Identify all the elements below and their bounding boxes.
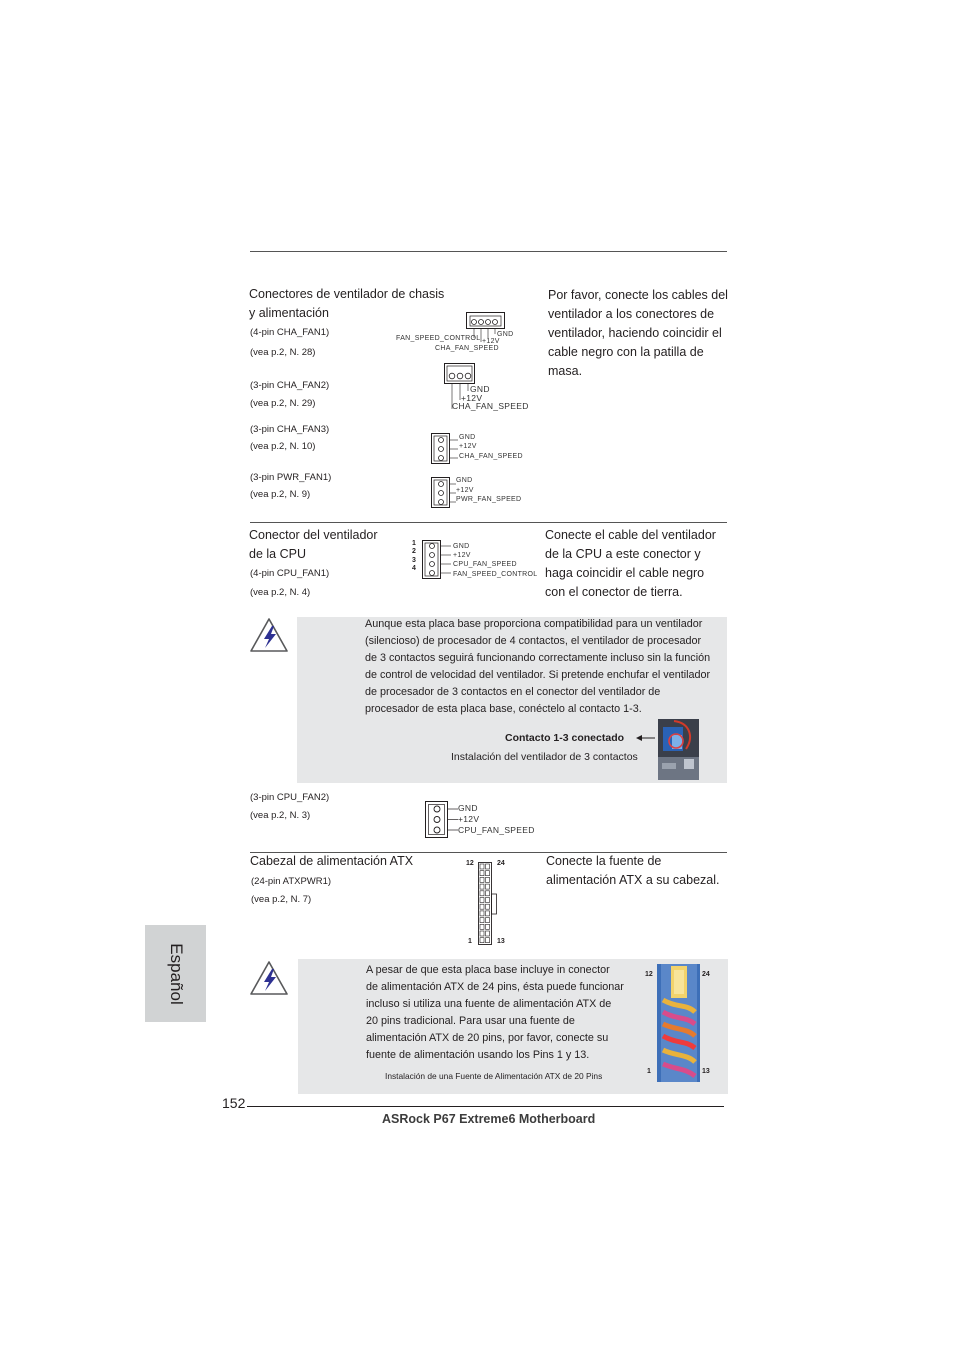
cha-fan3-connector-diagram (431, 433, 459, 465)
cpu-note-line: de control de velocidad del ventilador. Si pretende enchufar el ventilador (365, 669, 711, 681)
photo-pin-1-label: 1 (647, 1068, 651, 1075)
cpu-description (545, 526, 745, 602)
cpu-section-rule (250, 522, 727, 523)
language-label: Español (166, 942, 186, 1005)
pwr-fan1-ref: (vea p.2, N. 9) (250, 489, 311, 500)
atx-pin (486, 864, 490, 869)
top-rule (250, 251, 727, 252)
d4-pwr-fan-speed-label: PWR_FAN_SPEED (456, 496, 522, 503)
cpu-title-line2: de la CPU (249, 547, 306, 561)
d1-gnd-label: GND (497, 331, 514, 338)
arrow-left-icon (636, 733, 656, 743)
cpu-fan1-ref: (vea p.2, N. 4) (250, 587, 311, 598)
cpu-note-line: Aunque esta placa base proporciona compatibilidad para un ventilador (365, 618, 703, 630)
atx-install-photo (657, 964, 700, 1082)
d1-12v-label: +12V (482, 338, 500, 345)
atx-pin (480, 877, 484, 882)
atx-pin (486, 938, 490, 943)
install-caption: Instalación del ventilador de 3 contactos (451, 751, 638, 763)
cpu-fan2-ref: (vea p.2, N. 3) (250, 810, 311, 821)
chassis-title-line2: y alimentación (249, 306, 329, 320)
cpu-fan-speed-label: CPU_FAN_SPEED (453, 561, 517, 568)
cpu-fan2-gnd-label: GND (458, 803, 478, 813)
atx-pin-13-label: 13 (497, 938, 505, 945)
cpu-gnd-label: GND (453, 543, 470, 550)
cpu-fan2-connector-diagram (425, 801, 459, 839)
cpu-fan2-speed-label: CPU_FAN_SPEED (458, 825, 535, 835)
d2-12v-label: +12V (461, 393, 483, 403)
atx-desc-line: alimentación ATX a su cabezal. (546, 873, 720, 887)
atx-pin (480, 911, 484, 916)
cpu-note-line: procesador de esta placa base, conéctelo al contacto 1-3. (365, 703, 642, 715)
atx-pin (486, 911, 490, 916)
cha-fan2-ref: (vea p.2, N. 29) (250, 398, 316, 409)
atx-note-line: 20 pins tradicional. Para usar una fuente de (366, 1015, 575, 1027)
atx-connector-latch (492, 894, 497, 914)
atx-note-line: fuente de alimentación usando los Pins 1 y 13. (366, 1049, 590, 1061)
d1-fan-speed-control-label: FAN_SPEED_CONTROL (396, 335, 481, 342)
d1-cha-fan-speed-label: CHA_FAN_SPEED (435, 345, 499, 352)
atx-pin-1-label: 1 (468, 938, 472, 945)
page-number: 152 (222, 1095, 246, 1111)
atx-pin (486, 904, 490, 909)
atx-pin (480, 931, 484, 936)
cpu-desc-line: Conecte el cable del ventilador (545, 528, 716, 542)
atx-install-caption: Instalación de una Fuente de Alimentación ATX de 20 Pins (385, 1071, 603, 1081)
cpu-note-line: (silencioso) de procesador de 4 contactos, el ventilador de procesador (365, 635, 702, 647)
chassis-description (548, 286, 748, 381)
cha-fan3-pin: (3-pin CHA_FAN3) (250, 424, 330, 435)
d4-gnd-label: GND (456, 477, 473, 484)
atx-pin (480, 884, 484, 889)
atx-pin (486, 884, 490, 889)
cpu-pin-number: 1 (412, 540, 416, 547)
atx-pin (486, 871, 490, 876)
atx-pin (480, 918, 484, 923)
d3-gnd-label: GND (459, 434, 476, 441)
cpu-pin-number: 3 (412, 556, 416, 564)
atx-pin-12-label: 12 (466, 860, 474, 867)
cpu-note-line: de 3 contactos seguirá funcionando correctamente incluso sin la función (365, 652, 711, 664)
cpu-title (249, 526, 429, 564)
atx-note-line: A pesar de que esta placa base incluye in conector (366, 964, 610, 976)
warning-icon (249, 960, 289, 996)
atx-note-line: incluso si utiliza una fuente de alimentación ATX de (366, 998, 612, 1010)
chassis-desc-line: cable negro con la patilla de (548, 345, 704, 359)
footer-rule (247, 1106, 724, 1107)
atx-pin (480, 904, 484, 909)
pwr-fan1-connector-diagram (431, 477, 457, 509)
d3-12v-label: +12V (459, 443, 477, 450)
cpu-pin-number: 4 (412, 564, 416, 572)
chassis-desc-line: masa. (548, 364, 583, 378)
photo-pin-24-label: 24 (702, 971, 710, 978)
cha-fan1-ref: (vea p.2, N. 28) (250, 347, 316, 358)
atx-note-text (366, 962, 646, 1064)
cpu-pin-numbers (412, 540, 416, 573)
atx-pin (486, 877, 490, 882)
cpu-note-text (365, 616, 730, 718)
atx-pin (480, 898, 484, 903)
cpu-title-line1: Conector del ventilador (249, 528, 378, 542)
contact-label: Contacto 1-3 conectado (505, 732, 625, 744)
atx-pin (486, 891, 490, 896)
atx-note-line: de alimentación ATX de 24 pins, ésta puede funcionar (366, 981, 624, 993)
chassis-desc-line: Por favor, conecte los cables del (548, 288, 728, 302)
cpu-desc-line: de la CPU a este conector y (545, 547, 701, 561)
warning-icon (249, 617, 289, 653)
atx-description (546, 852, 746, 890)
chassis-desc-line: ventilador a los conectores de (548, 307, 715, 321)
cpu-note-line: de procesador de 3 contactos en el conector del ventilador de (365, 686, 661, 698)
atx-pin (486, 918, 490, 923)
atx-24pin-connector-diagram (478, 862, 500, 946)
pwr-fan1-pin: (3-pin PWR_FAN1) (250, 472, 332, 483)
cpu-12v-label: +12V (453, 552, 471, 559)
atx-note-line: alimentación ATX de 20 pins, por favor, conecte su (366, 1032, 609, 1044)
cpu-desc-line: con el conector de tierra. (545, 585, 683, 599)
atx-ref: (vea p.2, N. 7) (251, 894, 312, 905)
cpu-pin-number: 2 (412, 548, 416, 556)
cha-fan2-pin: (3-pin CHA_FAN2) (250, 380, 330, 391)
cpu-fan2-pin: (3-pin CPU_FAN2) (250, 792, 330, 803)
footer-product: ASRock P67 Extreme6 Motherboard (382, 1112, 596, 1126)
atx-pin (486, 924, 490, 929)
atx-pin (480, 864, 484, 869)
photo-pin-12-label: 12 (645, 971, 653, 978)
atx-title: Cabezal de alimentación ATX (250, 854, 414, 868)
atx-pin (486, 898, 490, 903)
atx-pin-24-label: 24 (497, 860, 505, 867)
cpu-fan2-12v-label: +12V (458, 814, 480, 824)
atx-pin (480, 871, 484, 876)
atx-desc-line: Conecte la fuente de (546, 854, 662, 868)
atx-pin (480, 938, 484, 943)
language-tab (145, 925, 206, 1022)
photo-pin-13-label: 13 (702, 1068, 710, 1075)
chassis-desc-line: ventilador, haciendo coincidir el (548, 326, 722, 340)
atx-pin (480, 891, 484, 896)
d3-cha-fan-speed-label: CHA_FAN_SPEED (459, 453, 523, 460)
atx-pin (486, 931, 490, 936)
atx-pin (480, 924, 484, 929)
cpu-fan1-pin: (4-pin CPU_FAN1) (250, 568, 330, 579)
d2-cha-fan-speed-label: CHA_FAN_SPEED (452, 401, 529, 411)
atx-pin: (24-pin ATXPWR1) (251, 876, 332, 887)
cpu-desc-line: haga coincidir el cable negro (545, 566, 705, 580)
cpu-fan-speed-control-label: FAN_SPEED_CONTROL (453, 571, 538, 578)
d4-12v-label: +12V (456, 487, 474, 494)
cha-fan3-ref: (vea p.2, N. 10) (250, 441, 316, 452)
cha-fan1-pin: (4-pin CHA_FAN1) (250, 327, 330, 338)
cpu-fan1-connector-diagram (422, 540, 452, 580)
d2-gnd-label: GND (470, 384, 490, 394)
chassis-title-line1: Conectores de ventilador de chasis (249, 287, 445, 301)
fan-install-photo (658, 719, 699, 780)
